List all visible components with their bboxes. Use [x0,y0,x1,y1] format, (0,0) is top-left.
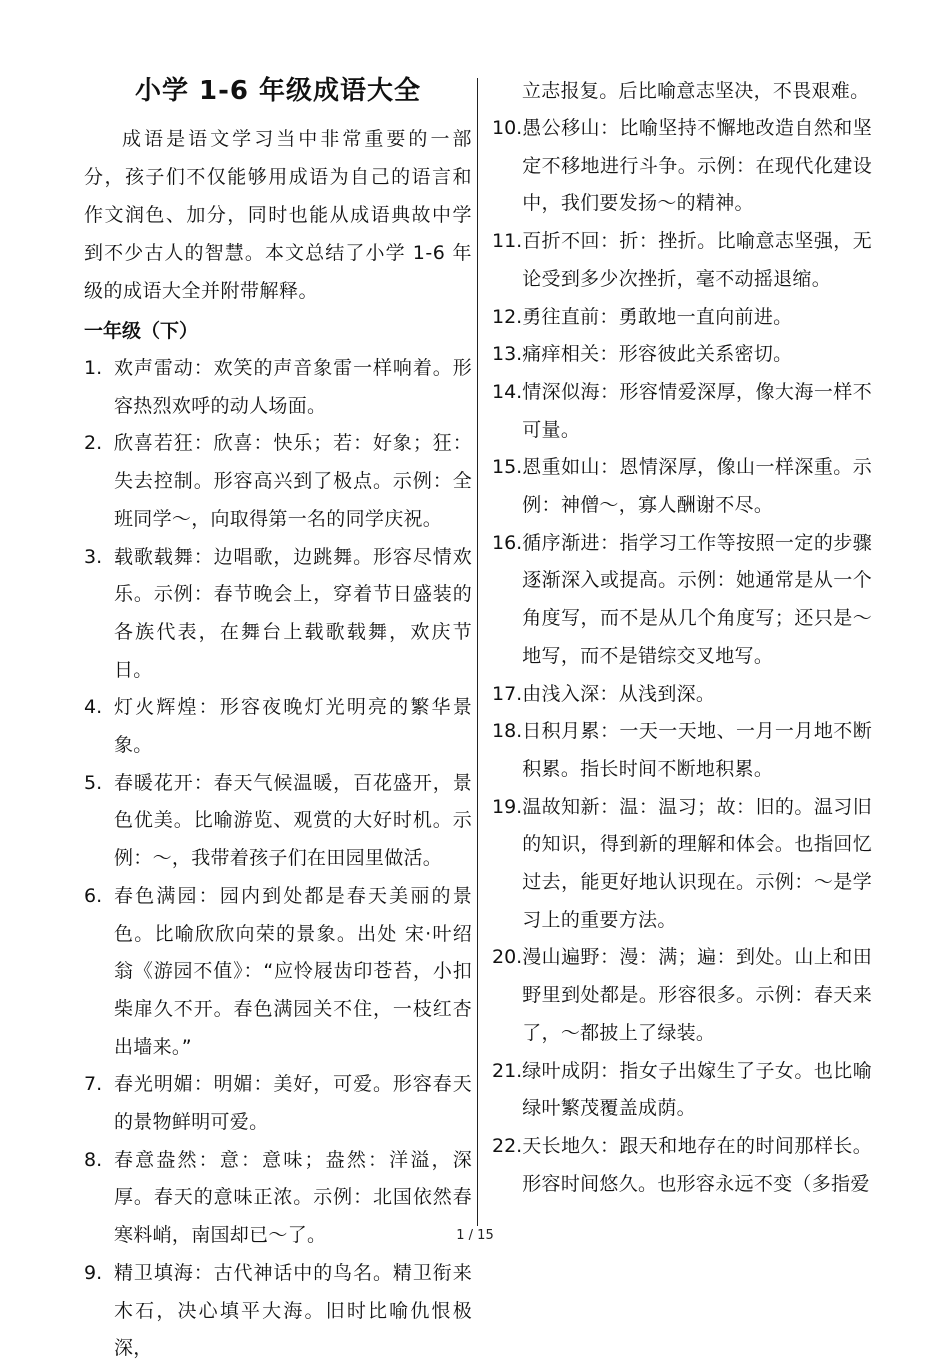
left-column [84,72,472,1368]
list-item [492,713,872,788]
list-item [492,110,872,223]
list-item [492,525,872,676]
item-text: 精卫填海：古代神话中的鸟名。精卫衔来木石，决心填平大海。旧时比喻仇恨极深， [114,1261,472,1360]
right-column [492,72,872,1203]
list-item [492,1128,872,1203]
item-text: 温故知新：温：温习；故：旧的。温习旧的知识，得到新的理解和体会。也指回忆过去，能更好地认识现在。示例：～是学习上的重要方法。 [522,795,872,931]
item-text: 漫山遍野：漫：满；遍：到处。山上和田野里到处都是。形容很多。示例：春天来了，～都披上了绿装。 [522,946,872,1044]
item-text: 愚公移山：比喻坚持不懈地改造自然和坚定不移地进行斗争。示例：在现代化建设中，我们要发扬～的精神。 [522,117,872,215]
item-number: 5. [84,771,103,794]
item-number: 10. [492,117,523,139]
list-item [492,789,872,940]
item-text: 天长地久：跟天和地存在的时间那样长。形容时间悠久。也形容永远不变（多指爱 [522,1134,872,1195]
item-text: 载歌载舞：边唱歌，边跳舞。形容尽情欢乐。示例：春节晚会上，穿着节日盛装的各族代表，在舞台上载歌载舞，欢庆节日。 [114,545,472,681]
item-text: 春光明媚：明媚：美好，可爱。形容春天的景物鲜明可爱。 [114,1073,472,1134]
item-number: 6. [84,884,103,907]
list-item [84,1255,472,1368]
item-number: 21. [492,1059,523,1082]
item-text: 春意盎然：意：意味；盎然：洋溢，深厚。春天的意味正浓。示例：北国依然春寒料峭，南国却已～了。 [114,1148,472,1247]
list-item [492,223,872,298]
item-number: 4. [84,696,103,719]
item-text: 恩重如山：恩情深厚，像山一样深重。示例：神僧～，寡人酬谢不尽。 [522,456,872,517]
item-number: 18. [492,720,523,743]
item-number: 7. [84,1073,103,1096]
item-number: 3. [84,545,103,568]
item-text: 痛痒相关：形容彼此关系密切。 [522,343,793,366]
item-text: 绿叶成阴：指女子出嫁生了子女。也比喻绿叶繁茂覆盖成荫。 [522,1059,872,1120]
page-number: 1 / 15 [456,1228,494,1243]
item-text: 循序渐进：指学习工作等按照一定的步骤逐渐深入或提高。示例：她通常是从一个角度写，而不是从几个角度写；还只是～地写，而不是错综交叉地写。 [522,531,872,667]
item-number: 1. [84,357,103,379]
list-item [492,449,872,524]
item-text: 由浅入深：从浅到深。 [522,682,716,705]
list-item [84,878,472,1067]
item-text: 欢声雷动：欢笑的声音象雷一样响着。形容热烈欢呼的动人场面。 [114,357,472,417]
item-text: 春色满园：园内到处都是春天美丽的景色。比喻欣欣向荣的景象。出处 宋·叶绍翁《游园不值》：“应怜屐齿印苍苔，小扣柴扉久不开。春色满园关不住，一枝红杏出墙来。” [114,884,472,1058]
item-number: 12. [492,305,523,328]
item-number: 11. [492,230,523,253]
list-item [492,939,872,1052]
item-number: 9. [84,1261,103,1284]
list-item [84,539,472,690]
continued-text: 立志报复。后比喻意志坚决，不畏艰难。 [522,80,870,102]
item-number: 2. [84,432,103,455]
list-item [492,676,872,714]
list-item [84,350,472,425]
intro-paragraph: 成语是语文学习当中非常重要的一部分，孩子们不仅能够用成语为自己的语言和作文润色、加分，同时也能从成语典故中学到不少古人的智慧。本文总结了小学 1-6 年级的成语大全并附带解释。 [84,128,472,302]
item-number: 19. [492,795,523,818]
item-number: 16. [492,531,523,554]
list-item [492,336,872,374]
item-text: 百折不回：折：挫折。比喻意志坚强，无论受到多少次挫折，毫不动摇退缩。 [522,230,872,290]
item-number: 8. [84,1148,103,1171]
column-divider [477,78,478,1226]
item-number: 15. [492,456,523,479]
item-text: 春暖花开：春天气候温暖，百花盛开，景色优美。比喻游览、观赏的大好时机。示例：～，我带着孩子们在田园里做活。 [114,771,472,870]
item-text: 欣喜若狂：欣喜：快乐；若：好象；狂：失去控制。形容高兴到了极点。示例：全班同学～，向取得第一名的同学庆祝。 [114,432,472,530]
page-title: 小学 1-6 年级成语大全 [134,76,422,106]
list-item [84,1066,472,1141]
list-item [84,765,472,878]
item-text: 日积月累：一天一天地、一月一月地不断积累。指长时间不断地积累。 [522,720,872,780]
item-number: 13. [492,343,523,366]
item-number: 14. [492,380,523,403]
section-heading: 一年级（下） [84,320,199,342]
item-text: 灯火辉煌：形容夜晚灯光明亮的繁华景象。 [114,696,472,757]
item-number: 20. [492,946,523,969]
item-text: 勇往直前：勇敢地一直向前进。 [522,305,793,328]
idiom-list-left [84,350,472,1368]
list-item [84,689,472,764]
item-number: 17. [492,682,523,705]
item-text: 情深似海：形容情爱深厚，像大海一样不可量。 [522,380,872,441]
item-number: 22. [492,1134,523,1157]
idiom-list-right [492,110,872,1203]
list-item [492,299,872,337]
list-item [492,1053,872,1128]
list-item [84,425,472,538]
list-item [492,374,872,449]
